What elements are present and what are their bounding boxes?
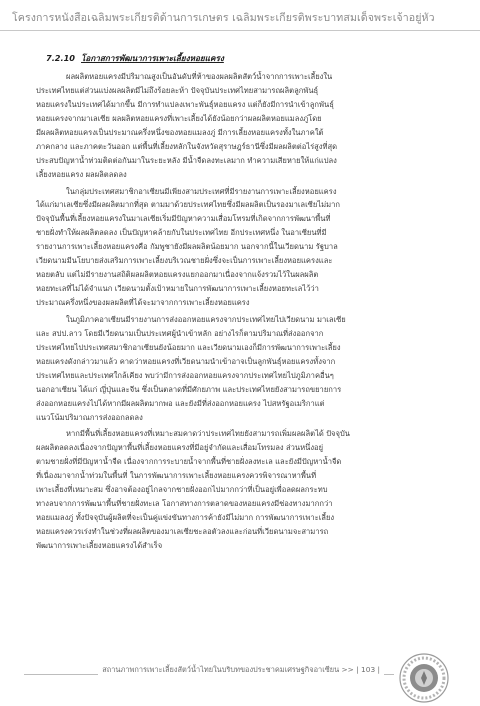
running-header bbox=[0, 0, 480, 34]
text-line: หอยแครงดังกล่าวมาแล้ว คาดว่าหอยแครงที่เวียดนามนำเข้าอาจเป็นลูกพันธุ์หอยแครงทั้งจาก bbox=[36, 356, 336, 366]
text-line: ในกลุ่มประเทศสมาชิกอาเซียนมีเพียงสามประเทศที่มีรายงานการเพาะเลี้ยงหอยแครง bbox=[66, 186, 337, 196]
text-line: ในภูมิภาคอาเซียนมีรายงานการส่งออกหอยแครงจากประเทศไทยไปเวียดนาม มาเลเซีย bbox=[66, 314, 346, 324]
section-number: 7.2.10 bbox=[46, 53, 76, 63]
section-heading bbox=[46, 52, 446, 64]
text-line: ประมาณครึ่งหนึ่งของผลผลิตที่ได้จะมาจากการเพาะเลี้ยงหอยแครง bbox=[36, 298, 250, 307]
text-line: รายงานการเพาะเลี้ยงหอยแครงคือ กัมพูชายังมีผลผลิตน้อยมาก นอกจากนี้ในเวียดนาม รัฐบาล bbox=[36, 242, 338, 252]
text-line: ประเทศไทยแต่ส่วนแบ่งผลผลิตมีไม่ถึงร้อยละห้า ปัจจุบันประเทศไทยสามารถผลิตลูกพันธุ์ bbox=[36, 85, 319, 95]
text-line: ประเทศไทยและประเทศใกล้เคียง พบว่ามีการส่งออกหอยแครงจากประเทศไทยไปภูมิภาคอื่นๆ bbox=[36, 370, 334, 380]
page-content bbox=[36, 52, 446, 644]
text-line: เลี้ยงหอยแครง ผลผลิตลดลง bbox=[36, 169, 127, 179]
text-line: หอยแครงในประเทศได้มากขึ้น มีการทำแปลงเพาะพันธุ์หอยแครง แต่ก็ยังมีการนำเข้าลูกพันธุ์ bbox=[36, 99, 334, 109]
header-title: โครงการหนังสือเฉลิมพระเกียรติด้านการเกษตร เฉลิมพระเกียรติพระบาทสมเด็จพระเจ้าอยู่หัว bbox=[12, 12, 435, 24]
header-divider bbox=[0, 30, 480, 31]
page-footer bbox=[0, 662, 480, 688]
text-line: แนวโน้มปริมาณการส่งออกลดลง bbox=[36, 412, 143, 422]
text-line: หอยแครงจากมาเลเซีย ผลผลิตหอยแครงที่เพาะเลี้ยงได้ยังน้อยกว่าผลผลิตหอยแมลงภู่โดย bbox=[36, 113, 322, 123]
text-line: หากมีพื้นที่เลี้ยงหอยแครงที่เหมาะสมคาดว่าประเทศไทยยังสามารถเพิ่มผลผลิตได้ ปัจจุบัน bbox=[66, 429, 350, 439]
text-line: นอกอาเซียน ได้แก่ ญี่ปุ่นและจีน ซึ่งเป็นตลาดที่มีศักยภาพ และประเทศไทยยังสามารถขยายการ bbox=[36, 384, 342, 394]
text-line: ผลผลิตลดลงเนื่องจากปัญหาพื้นที่เลี้ยงหอยแครงที่มีอยู่จำกัดและเสื่อมโทรมลง ส่วนหนึ่งอยู่ bbox=[36, 443, 324, 453]
footer-caption: สถานภาพการเพาะเลี้ยงสัตว์น้ำไทยในบริบทของประชาคมเศรษฐกิจอาเซียน >> | 103 | bbox=[98, 664, 384, 676]
text-line: หอยแมลงภู่ ทั้งปัจจุบันผู้ผลิตที่จะเป็นคู่แข่งขันทางการค้ายังมีไม่มาก การพัฒนาการเพาะเลี้ยง bbox=[36, 513, 335, 523]
text-line: หอยทะเลที่ไม่ได้จำแนก เวียดนามตั้งเป้าหมายในการพัฒนาการเพาะเลี้ยงหอยทะเลไว้ว่า bbox=[36, 284, 319, 294]
text-line: และ สปป.ลาว โดยมีเวียดนามเป็นประเทศผู้นำเข้าหลัก อย่างไรก็ตามปริมาณที่ส่งออกจาก bbox=[36, 328, 324, 338]
text-line: ชายฝั่งทำให้ผลผลิตลดลง เป็นปัญหาคล้ายกับในประเทศไทย อีกประเทศหนึ่ง ในอาเซียนที่มี bbox=[36, 228, 327, 238]
text-line: ประสบปัญหาน้ำท่วมติดต่อกันมาในระยะหลัง มีน้ำจืดลงทะเลมาก ทำความเสียหายให้แก่แปลง bbox=[36, 155, 337, 165]
text-line: ตามชายฝั่งที่มีปัญหาน้ำจืด เนื่องจากการระบายน้ำจากพื้นที่ชายฝั่งลงทะเล และยังมีปัญหาน้ำจืด bbox=[36, 457, 342, 467]
text-line: ที่เนื่องมาจากน้ำท่วมในพื้นที่ ในการพัฒนาการเพาะเลี้ยงหอยแครงควรพิจารณาหาพื้นที่ bbox=[36, 471, 317, 481]
text-line: พัฒนาการเพาะเลี้ยงหอยแครงได้สำเร็จ bbox=[36, 540, 163, 550]
text-line: ส่งออกหอยแครงไปได้หากมีผลผลิตมากพอ และยังมีที่ส่งออกหอยแครง ไปสหรัฐอเมริกาแต่ bbox=[36, 398, 325, 408]
text-line: ทางลบจากการพัฒนาพื้นที่ชายฝั่งทะเล โอกาสทางการตลาดของหอยแครงมีช่องทางมากกว่า bbox=[36, 499, 333, 509]
text-line: หอยตลับ แต่ไม่มีรายงานสถิติผลผลิตหอยแครงแยกออกมาเนื่องจากแจ้งรวมไว้ในผลผลิต bbox=[36, 270, 319, 280]
paragraph bbox=[36, 427, 446, 552]
text-line: หอยแครงควรเร่งทำในช่วงที่ผลผลิตของมาเลเซียชะลอตัวลงและก่อนที่เวียดนามจะสามารถ bbox=[36, 527, 329, 536]
text-line: ประเทศไทยไปประเทศสมาชิกอาเซียนยังน้อยมาก และเวียดนามเองก็มีการพัฒนาการเพาะเลี้ยง bbox=[36, 342, 341, 352]
emblem-icon bbox=[398, 652, 450, 704]
text-line: ภาคกลาง และภาคตะวันออก แต่พื้นที่เลี้ยงหลักในจังหวัดสุราษฎร์ธานีซึ่งมีผลผลิตต่อไร่สูงที่สุด bbox=[36, 141, 338, 151]
paragraph bbox=[36, 313, 446, 425]
paragraph bbox=[36, 70, 446, 182]
text-line: ได้แก่มาเลเซียซึ่งมีผลผลิตมากที่สุด ตามมาด้วยประเทศไทยซึ่งมีผลผลิตเป็นรองมาเลเซียไม่มาก bbox=[36, 200, 340, 210]
body-text bbox=[36, 70, 446, 553]
paragraph bbox=[36, 185, 446, 310]
text-line: เพาะเลี้ยงที่เหมาะสม ซึ่งอาจต้องอยู่ไกลจากชายฝั่งออกไปมากกว่าที่เป็นอยู่เพื่อลดผลกระทบ bbox=[36, 485, 328, 495]
text-line: ผลผลิตหอยแครงมีปริมาณสูงเป็นอันดับที่ห้าของผลผลิตสัตว์น้ำจากการเพาะเลี้ยงใน bbox=[66, 72, 333, 81]
section-title: โอกาสการพัฒนาการเพาะเลี้ยงหอยแครง bbox=[81, 53, 224, 63]
text-line: ปัจจุบันพื้นที่เลี้ยงหอยแครงในมาเลเซียเริ่มมีปัญหาความเสื่อมโทรมที่เกิดจากการพัฒนาพื้นที่ bbox=[36, 214, 331, 224]
text-line: มีผลผลิตหอยแครงเป็นประมาณครึ่งหนึ่งของหอยแมลงภู่ มีการเลี้ยงหอยแครงทั้งในภาคใต้ bbox=[36, 127, 324, 137]
text-line: เวียดนามมีนโยบายส่งเสริมการเพาะเลี้ยงบริเวณชายฝั่งซึ่งจะเป็นการเพาะเลี้ยงหอยแครงและ bbox=[36, 256, 333, 266]
